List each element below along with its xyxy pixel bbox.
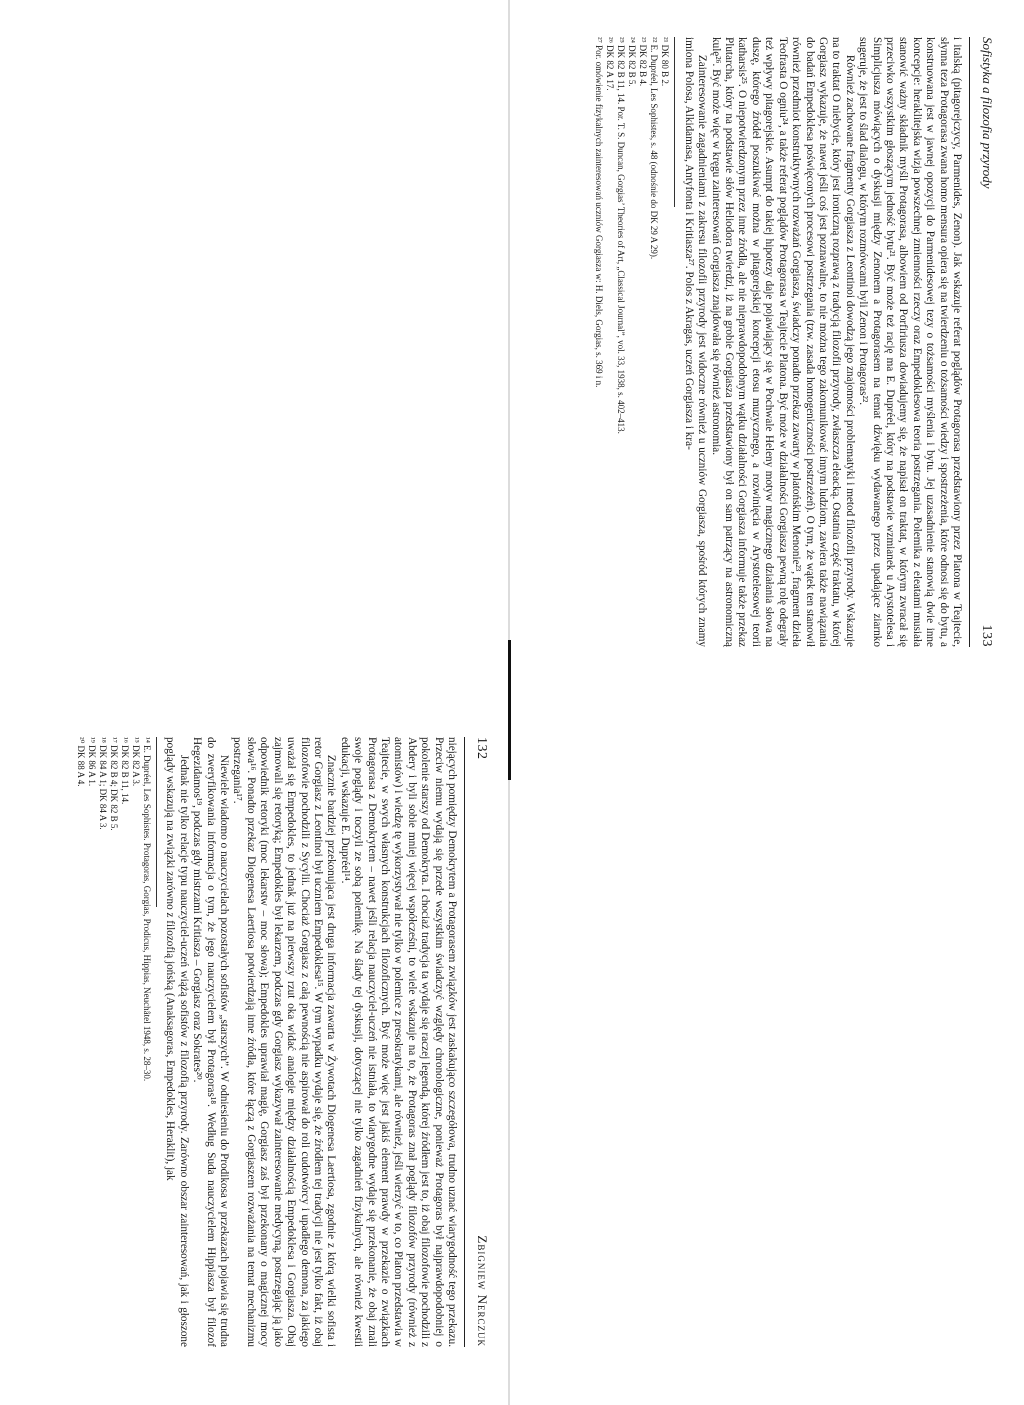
paragraph: Znacznie bardziej przekonująca jest druga informacja zawarta w Żywotach Diogenesa Laertiosa, zgodnie z którą wielki sofista i retor Gorgiasz z Leontinoi był uczniem Empedoklesa¹⁵. W tym wypadku wydaje się, że źródłem tej tradycji nie jest tylko fakt, iż obaj filozofowie pochodzili z Sycylii. Chociaż Gorgiasz z całą pewnością nie aspirował do roli cudotwórcy i upadłego demona, za jakiego uważał się Empedokles, to jednak już na pierwszy rzut oka widać analogie między działalnością Empedoklesa i Gorgiasza. Obaj zajmowali się retoryką; Empedokles był lekarzem, podczas gdy Gorgiasz wykazywał zainteresowanie medycyną, postrzegając ją jako odpowiednik retoryki (moc lekarstw – moc słowa); Empedokles uprawiał magię, Gorgiasz zaś był przekonany o magicznej mocy słowa¹⁶. Ponadto przekaz Diogenesa Laertiosa potwierdzają inne źródła, które łączą z Gorgiaszem rozważania na temat mechanizmu postrzegania¹⁷. xyxy=(231,737,338,1347)
running-header-right xyxy=(978,37,995,647)
footnote-separator xyxy=(674,37,675,207)
footnotes xyxy=(593,37,670,647)
footnotes xyxy=(75,737,152,1347)
footnote-separator xyxy=(156,737,157,907)
footnote: ²² E. Dupréel, Les Sophistes, s. 48 (odnośnie do DK 29 A 29). xyxy=(649,37,660,260)
footnote: ²¹ DK 80 B 2. xyxy=(660,37,671,87)
page-132 xyxy=(30,715,500,1365)
body-text xyxy=(681,37,963,647)
footnote: ¹⁴ E. Dupréel, Les Sophistes. Protagoras, Gorgias, Prodicus, Hippias, Neuchâtel 1948, s. 28–30. xyxy=(142,737,153,1082)
footnote: ¹⁵ DK 82 A 3. xyxy=(131,737,142,787)
paragraph: Zainteresowanie zagadnieniami z zakresu filozofii przyrody jest widoczne również u uczniów Gorgiasza, spośród których znamy imiona Polosa, Alkidamasa, Antyfonta i Kritiasza²⁷. Polos z Akragas, uczeń Gorgiasza i kra- xyxy=(682,37,709,647)
paragraph: Niewiele wiadomo o nauczycielach pozostałych sofistów „starszych”. W odniesieniu do Prodikosa w przekazach pojawia się trudna do zweryfikowania informacja o tym, że jego nauczycielem był Protagoras¹⁸. Według Suda nauczycielem Hippiasza był filozof Hegezidamos¹⁹, podczas gdy mistrzami Kritiasza – Gorgiasz oraz Sokrates²⁰. xyxy=(191,737,231,1347)
footnote: ¹⁷ DK 82 B 4; DK 82 B 5. xyxy=(109,737,120,831)
footnote: ²⁵ DK 82 B 11, 14. Por. T. S. Duncan, Gorgias’ Theories of Art, „Classical Journal”, vol. 33, 1938, s. 402–413. xyxy=(616,37,627,434)
running-head-title: Sofistyka a filozofia przyrody xyxy=(980,37,995,189)
footnote: ²⁴ DK 82 B 5. xyxy=(627,37,638,87)
page-number: 133 xyxy=(979,624,994,647)
page-number: 132 xyxy=(474,737,489,760)
footnote: ²⁶ DK 82 A 17. xyxy=(605,37,616,91)
paragraph: Również zachowane fragmenty Gorgiasza z Leontinoi dowodzą jego znajomości problematyki i metod filozofii przyrody. Wskazuje na to traktat O niebycie, który jest ironiczną rozprawą z tradycją filozofii przyrody, zwłaszcza eleacką. Ostatnia część traktatu, w której Gorgiasz wykazuje, że nawet jeśli coś jest poznawalne, to nie można tego zakomunikować innym ludziom, zawiera także nawiązania do badań Empedoklesa poświęconych procesowi postrzegania (tzw. zasada homogeniczności postrzeżeń). O tym, że wątek ten stanowił również przedmiot konstruktywnych rozważań Gorgiasza, świadczy ponadto przekaz zawarty w platońskim Menonie²³, fragment dzieła Teofrasta O ogniu²⁴, a także referat poglądów Protagorasa w Teajtecie Platona. Być może w działalności Gorgiasza pewną rolę odegrały też wpływy pitagorejskie. Asumpt do takiej hipotezy daje pojawiający się w Pochwale Heleny motyw magicznego działania słowa na duszę, którego źródeł poszukiwać można w pitagorejskiej koncepcji etosu muzycznego, a rozwinięcia w Arystotelesowej teorii katharsis²⁵. O niepotwierdzonym przez inne źródła, ale nie nieprawdopodobnym wątku działalności Gorgiasza informuje także przekaz Plutarcha, który na podstawie słów Heliodora twierdzi, iż na grobie Gorgiasza przedstawiony był on sam patrzący na astronomiczną kulę²⁶. Być może więc w kręgu zainteresowań Gorgiasza znajdowała się również astronomia. xyxy=(709,37,856,647)
running-header-left xyxy=(473,737,490,1347)
body-text xyxy=(163,737,458,1347)
page-133 xyxy=(535,15,1005,665)
binding-shadow xyxy=(508,640,511,780)
footnote: ¹⁶ DK 82 B 11, 14. xyxy=(120,737,131,805)
paragraph: i italską (pitagorejczycy, Parmenides, Zenon). Jak wskazuje referat poglądów Protagorasa przedstawiony przez Platona w Teajtecie, słynna teza Protagorasa zwana homo mensura opiera się na twierdzeniu o tożsamości wiedzy i spostrzeżenia, które odnosi się do bytu, a konstruowana jest w jawnej opozycji do Parmenidesowej tezy o tożsamości myślenia i bytu. Jej uzasadnienie stanowią dwie inne koncepcje: heraklitejska wizja powszechnej zmienności rzeczy oraz Empedoklesowa teoria postrzegania. Polemika z eleatami musiała stanowić ważny składnik myśli Protagorasa, albowiem od Porfiriusza dowiadujemy się, że napisał on traktat, w którym zwracał się przeciwko wszystkim głoszącym jedność bytu²¹. Być może też rację ma E. Dupréel, który na podstawie wzmianek u Arystotelesa i Simplicjusza mówiących o dyskusji między Zenonem a Protagorasem na temat dźwięku wydawanego przez upadające ziarnko sugeruje, że jest to ślad dialogu, w którym rozmówcami byli Zenon i Protagoras²². xyxy=(857,37,963,647)
footnote: ²³ DK 82 B 4. xyxy=(638,37,649,87)
footnote: ¹⁸ DK 84 A 1; DK 84 A 3. xyxy=(98,737,109,830)
paragraph: niejących pomiędzy Demokrytem a Protagorasem związków jest zaskakująco szczegółowa, trudno uznać wiarygodność tego przekazu. Przeciw niemu wydają się przede wszystkim świadczyć względy chronologiczne, ponieważ Protagoras był najprawdopodobniej o pokolenie starszy od Demokryta. I chociaż tradycja ta wydaje się raczej legendą, której źródłem jest to, iż obaj filozofowie pochodzili z Abdery i byli sobie mniej więcej współcześni, to wiele wskazuje na to, że Protagoras znał poglądy filozofów przyrody (również z atomistów) i wiedzę tę wykorzystywał nie tylko w polemice z presokratykami, ale również, jeśli wierzyć w to, co Platon przedstawia w Teajtecie, w swych własnych konstrukcjach filozoficznych. Być może więc jest jakiś element prawdy w przekazie o związkach Protagorasa z Demokrytem – nawet jeśli relacja nauczyciel-uczeń nie istniała, to wiarygodne wydaje się przekonanie, że obaj znali swoje poglądy i toczyli ze sobą polemikę. Na ślady tej dyskusji, dotyczącej nie tylko zagadnień fizykalnych, ale również kwestii edukacji, wskazuje E. Dupréel¹⁴. xyxy=(338,737,458,1347)
footnote: ²⁰ DK 88 A 4. xyxy=(76,737,87,787)
paragraph: Jednak nie tylko relacje typu nauczyciel-uczeń wiążą sofistów z filozofią przyrody. Zarówno obszar zainteresowań, jak i głoszone poglądy wskazują na związki zarówno z filozofią jońską (Anaksagoras, Empedokles, Heraklit), jak xyxy=(164,737,190,1347)
header-rule xyxy=(464,737,465,1347)
running-head-author: Zbigniew Nerczuk xyxy=(475,1235,490,1347)
footnote: ¹⁹ DK 86 A 1. xyxy=(87,737,98,787)
header-rule xyxy=(969,37,970,647)
footnote: ²⁷ Por. omówienie fizykalnych zainteresowań uczniów Gorgiasza w: H. Diels, Gorgias, s. 369 i n. xyxy=(594,37,605,388)
